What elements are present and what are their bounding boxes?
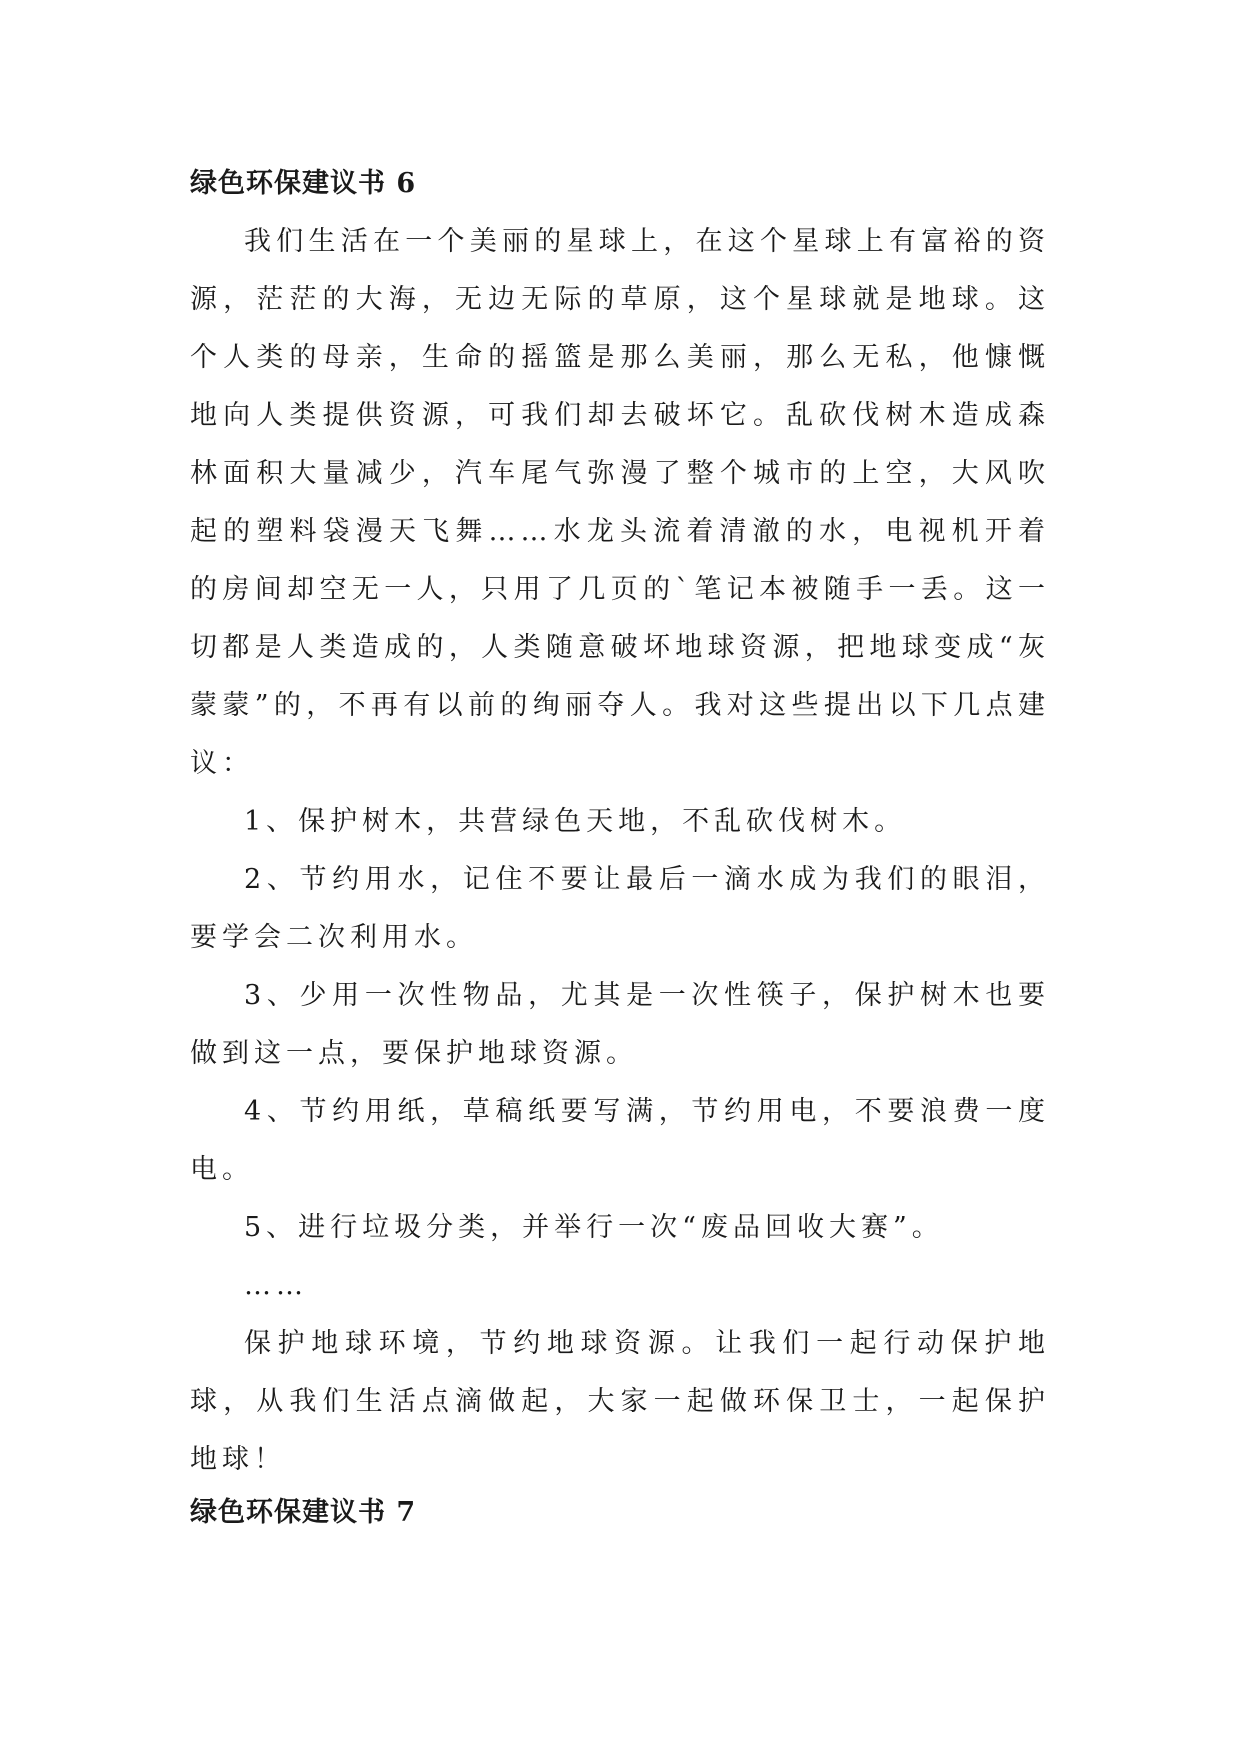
paragraph-suggestion-1: 1、保护树木，共营绿色天地，不乱砍伐树木。 (244, 806, 907, 837)
paragraph-suggestion-2: 2、节约用水，记住不要让最后一滴水成为我们的眼泪，要学会二次利用水。 (190, 864, 1050, 953)
paragraph-ellipsis: …… (244, 1270, 308, 1301)
section-heading-7: 绿色环保建议书 7 (190, 1497, 417, 1529)
section-heading-6: 绿色环保建议书 6 (190, 168, 417, 199)
paragraph-suggestion-5: 5、进行垃圾分类，并举行一次“废品回收大赛”。 (244, 1212, 944, 1243)
paragraph-suggestion-4: 4、节约用纸，草稿纸要写满，节约用电，不要浪费一度电。 (190, 1096, 1050, 1185)
paragraph-intro: 我们生活在一个美丽的星球上，在这个星球上有富裕的资源，茫茫的大海，无边无际的草原，这个星球就是地球。这个人类的母亲，生命的摇篮是那么美丽，那么无私，他慷慨地向人类提供资源，可我们却去破坏它。乱砍伐树木造成森林面积大量减少，汽车尾气弥漫了整个城市的上空，大风吹起的塑料袋漫天飞舞……水龙头流着清澈的水，电视机开着的房间却空无一人，只用了几页的`笔记本被随手一丢。这一切都是人类造成的，人类随意破坏地球资源，把地球变成“灰蒙蒙”的，不再有以前的绚丽夺人。我对这些提出以下几点建议： (190, 226, 1050, 779)
document-body (190, 155, 1050, 1489)
paragraph-conclusion: 保护地球环境，节约地球资源。让我们一起行动保护地球，从我们生活点滴做起，大家一起做环保卫士，一起保护地球！ (190, 1328, 1050, 1475)
paragraph-suggestion-3: 3、少用一次性物品，尤其是一次性筷子，保护树木也要做到这一点，要保护地球资源。 (190, 980, 1050, 1069)
